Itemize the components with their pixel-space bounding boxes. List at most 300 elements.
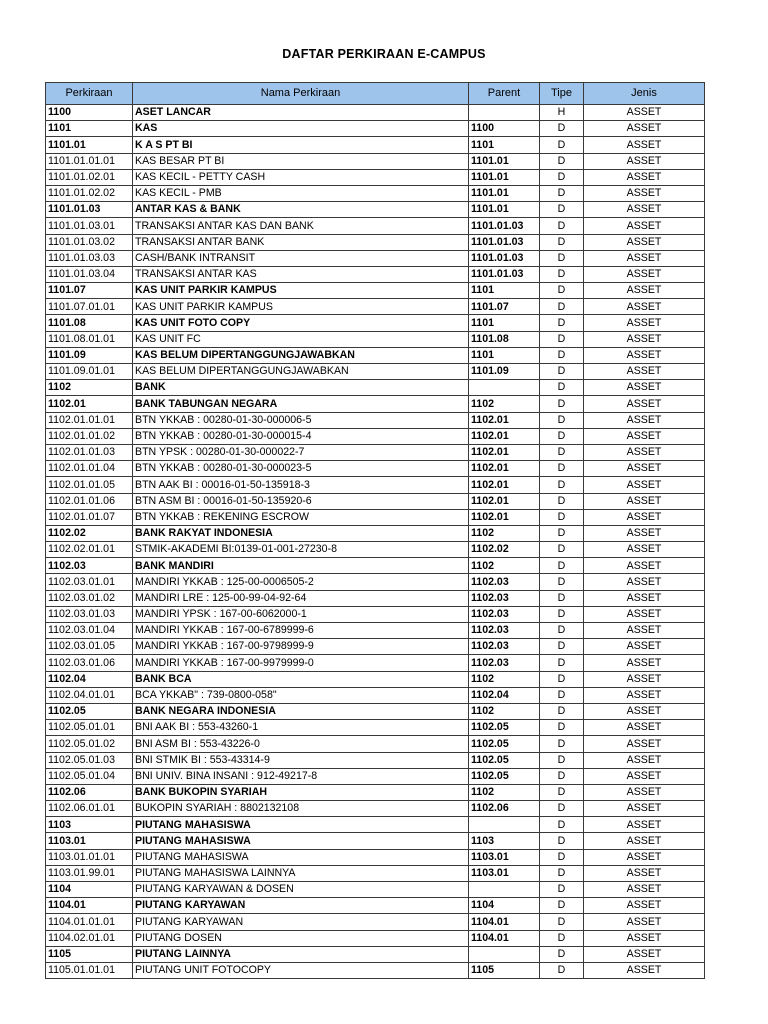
table-row [46,914,705,930]
cell-perkiraan: 1102.05.01.02 [46,736,133,752]
cell-parent: 1101.01 [469,185,540,201]
table-row [46,250,705,266]
cell-nama-perkiraan: PIUTANG UNIT FOTOCOPY [133,962,469,978]
table-row [46,477,705,493]
cell-parent: 1102.01 [469,428,540,444]
cell-nama-perkiraan: MANDIRI YKKAB : 125-00-0006505-2 [133,574,469,590]
cell-nama-perkiraan: PIUTANG DOSEN [133,930,469,946]
cell-parent: 1101.01.03 [469,218,540,234]
cell-jenis: ASSET [584,849,705,865]
cell-parent: 1102.05 [469,752,540,768]
cell-jenis: ASSET [584,169,705,185]
cell-jenis: ASSET [584,137,705,153]
cell-perkiraan: 1102.01.01.03 [46,444,133,460]
cell-nama-perkiraan: STMIK-AKADEMI BI:0139-01-001-27230-8 [133,542,469,558]
table-row [46,946,705,962]
cell-tipe: D [540,121,584,137]
table-row [46,542,705,558]
cell-perkiraan: 1101 [46,121,133,137]
table-row [46,574,705,590]
cell-jenis: ASSET [584,671,705,687]
column-header-tipe: Tipe [540,83,584,105]
cell-perkiraan: 1102.01 [46,396,133,412]
cell-parent: 1104.01 [469,914,540,930]
cell-nama-perkiraan: BANK RAKYAT INDONESIA [133,525,469,541]
cell-perkiraan: 1101.01.02.02 [46,185,133,201]
cell-jenis: ASSET [584,542,705,558]
cell-nama-perkiraan: CASH/BANK INTRANSIT [133,250,469,266]
cell-nama-perkiraan: MANDIRI YPSK : 167-00-6062000-1 [133,606,469,622]
cell-perkiraan: 1101.01.03.03 [46,250,133,266]
table-row [46,509,705,525]
cell-parent: 1102 [469,558,540,574]
cell-jenis: ASSET [584,105,705,121]
cell-perkiraan: 1104.02.01.01 [46,930,133,946]
cell-tipe: D [540,817,584,833]
table-row [46,444,705,460]
cell-tipe: D [540,801,584,817]
cell-nama-perkiraan: KAS KECIL - PETTY CASH [133,169,469,185]
cell-parent: 1105 [469,962,540,978]
cell-parent: 1102.05 [469,720,540,736]
cell-tipe: D [540,380,584,396]
cell-tipe: D [540,428,584,444]
cell-tipe: D [540,768,584,784]
cell-perkiraan: 1102 [46,380,133,396]
cell-parent: 1102.01 [469,477,540,493]
cell-tipe: D [540,525,584,541]
cell-jenis: ASSET [584,639,705,655]
cell-tipe: D [540,364,584,380]
cell-perkiraan: 1105.01.01.01 [46,962,133,978]
table-row [46,898,705,914]
table-row [46,137,705,153]
cell-tipe: D [540,962,584,978]
cell-tipe: D [540,784,584,800]
cell-tipe: D [540,218,584,234]
cell-tipe: D [540,315,584,331]
cell-perkiraan: 1102.01.01.02 [46,428,133,444]
cell-perkiraan: 1102.03.01.04 [46,623,133,639]
table-row [46,671,705,687]
cell-nama-perkiraan: PIUTANG KARYAWAN [133,898,469,914]
cell-parent: 1101.01 [469,202,540,218]
cell-nama-perkiraan: BTN ASM BI : 00016-01-50-135920-6 [133,493,469,509]
table-row [46,865,705,881]
cell-jenis: ASSET [584,720,705,736]
cell-tipe: D [540,833,584,849]
table-row [46,218,705,234]
table-row [46,331,705,347]
table-row [46,347,705,363]
cell-jenis: ASSET [584,590,705,606]
cell-perkiraan: 1101.01 [46,137,133,153]
cell-nama-perkiraan: MANDIRI YKKAB : 167-00-9979999-0 [133,655,469,671]
cell-nama-perkiraan: PIUTANG MAHASISWA [133,817,469,833]
table-row [46,169,705,185]
table-row [46,882,705,898]
table-row [46,752,705,768]
column-header-nama-perkiraan: Nama Perkiraan [133,83,469,105]
cell-nama-perkiraan: KAS BESAR PT BI [133,153,469,169]
cell-parent: 1103.01 [469,849,540,865]
cell-perkiraan: 1104.01.01.01 [46,914,133,930]
cell-perkiraan: 1105 [46,946,133,962]
cell-tipe: H [540,105,584,121]
cell-jenis: ASSET [584,266,705,282]
cell-jenis: ASSET [584,121,705,137]
cell-nama-perkiraan: KAS [133,121,469,137]
cell-perkiraan: 1102.01.01.04 [46,461,133,477]
cell-perkiraan: 1102.01.01.06 [46,493,133,509]
page-title: DAFTAR PERKIRAAN E-CAMPUS [282,47,486,61]
cell-nama-perkiraan: TRANSAKSI ANTAR KAS [133,266,469,282]
cell-tipe: D [540,153,584,169]
table-row [46,687,705,703]
table-row [46,380,705,396]
cell-tipe: D [540,946,584,962]
cell-perkiraan: 1102.02 [46,525,133,541]
cell-parent: 1102.03 [469,606,540,622]
cell-jenis: ASSET [584,833,705,849]
cell-nama-perkiraan: MANDIRI YKKAB : 167-00-6789999-6 [133,623,469,639]
cell-jenis: ASSET [584,380,705,396]
cell-jenis: ASSET [584,283,705,299]
cell-tipe: D [540,461,584,477]
cell-nama-perkiraan: BANK [133,380,469,396]
cell-parent: 1102.01 [469,444,540,460]
cell-nama-perkiraan: TRANSAKSI ANTAR KAS DAN BANK [133,218,469,234]
table-row [46,768,705,784]
cell-nama-perkiraan: BTN YKKAB : 00280-01-30-000006-5 [133,412,469,428]
cell-parent: 1101.08 [469,331,540,347]
cell-tipe: D [540,558,584,574]
cell-nama-perkiraan: BTN YKKAB : REKENING ESCROW [133,509,469,525]
cell-tipe: D [540,574,584,590]
cell-jenis: ASSET [584,558,705,574]
accounts-table [45,82,705,979]
cell-perkiraan: 1101.09 [46,347,133,363]
cell-nama-perkiraan: KAS UNIT PARKIR KAMPUS [133,299,469,315]
cell-tipe: D [540,331,584,347]
column-header-jenis: Jenis [584,83,705,105]
column-header-parent: Parent [469,83,540,105]
cell-tipe: D [540,266,584,282]
cell-perkiraan: 1102.05.01.03 [46,752,133,768]
cell-tipe: D [540,655,584,671]
cell-nama-perkiraan: BANK TABUNGAN NEGARA [133,396,469,412]
cell-nama-perkiraan: PIUTANG MAHASISWA [133,849,469,865]
cell-nama-perkiraan: BNI STMIK BI : 553-43314-9 [133,752,469,768]
cell-perkiraan: 1102.05.01.04 [46,768,133,784]
cell-parent: 1102.03 [469,590,540,606]
cell-tipe: D [540,606,584,622]
cell-parent [469,946,540,962]
cell-tipe: D [540,509,584,525]
table-row [46,396,705,412]
cell-jenis: ASSET [584,509,705,525]
cell-nama-perkiraan: ASET LANCAR [133,105,469,121]
cell-perkiraan: 1101.01.03.02 [46,234,133,250]
cell-jenis: ASSET [584,962,705,978]
cell-tipe: D [540,671,584,687]
table-row [46,185,705,201]
cell-tipe: D [540,299,584,315]
cell-perkiraan: 1100 [46,105,133,121]
table-row [46,736,705,752]
cell-perkiraan: 1102.03.01.05 [46,639,133,655]
cell-tipe: D [540,234,584,250]
cell-tipe: D [540,412,584,428]
cell-nama-perkiraan: BNI ASM BI : 553-43226-0 [133,736,469,752]
cell-tipe: D [540,137,584,153]
cell-parent [469,105,540,121]
cell-perkiraan: 1102.03.01.02 [46,590,133,606]
cell-nama-perkiraan: BANK BUKOPIN SYARIAH [133,784,469,800]
cell-parent: 1101.01 [469,169,540,185]
cell-parent [469,380,540,396]
cell-parent: 1101 [469,347,540,363]
cell-nama-perkiraan: BCA YKKAB" : 739-0800-058" [133,687,469,703]
cell-perkiraan: 1102.06 [46,784,133,800]
cell-jenis: ASSET [584,946,705,962]
cell-nama-perkiraan: BNI UNIV. BINA INSANI : 912-49217-8 [133,768,469,784]
cell-parent: 1102.01 [469,412,540,428]
cell-tipe: D [540,590,584,606]
cell-jenis: ASSET [584,234,705,250]
cell-tipe: D [540,185,584,201]
cell-jenis: ASSET [584,461,705,477]
cell-jenis: ASSET [584,428,705,444]
cell-parent: 1101 [469,315,540,331]
table-row [46,364,705,380]
cell-parent: 1101 [469,283,540,299]
cell-tipe: D [540,283,584,299]
table-row [46,202,705,218]
cell-nama-perkiraan: K A S PT BI [133,137,469,153]
cell-parent: 1102.03 [469,574,540,590]
cell-perkiraan: 1102.03 [46,558,133,574]
cell-nama-perkiraan: PIUTANG MAHASISWA [133,833,469,849]
cell-jenis: ASSET [584,655,705,671]
table-row [46,121,705,137]
cell-jenis: ASSET [584,914,705,930]
table-header-row [46,83,705,105]
cell-tipe: D [540,493,584,509]
cell-jenis: ASSET [584,623,705,639]
table-row [46,801,705,817]
cell-nama-perkiraan: MANDIRI YKKAB : 167-00-9798999-9 [133,639,469,655]
cell-nama-perkiraan: KAS BELUM DIPERTANGGUNGJAWABKAN [133,347,469,363]
table-row [46,283,705,299]
cell-nama-perkiraan: KAS UNIT FC [133,331,469,347]
cell-perkiraan: 1101.08.01.01 [46,331,133,347]
cell-nama-perkiraan: KAS KECIL - PMB [133,185,469,201]
table-row [46,962,705,978]
cell-parent: 1101.01.03 [469,266,540,282]
cell-perkiraan: 1103.01.99.01 [46,865,133,881]
cell-nama-perkiraan: PIUTANG KARYAWAN [133,914,469,930]
cell-parent: 1102 [469,784,540,800]
cell-nama-perkiraan: BTN AAK BI : 00016-01-50-135918-3 [133,477,469,493]
cell-nama-perkiraan: BANK MANDIRI [133,558,469,574]
cell-parent: 1102.01 [469,461,540,477]
cell-nama-perkiraan: BANK NEGARA INDONESIA [133,703,469,719]
cell-nama-perkiraan: PIUTANG LAINNYA [133,946,469,962]
table-row [46,461,705,477]
table-body [46,105,705,979]
table-row [46,703,705,719]
cell-tipe: D [540,930,584,946]
cell-perkiraan: 1104.01 [46,898,133,914]
cell-jenis: ASSET [584,299,705,315]
cell-tipe: D [540,703,584,719]
cell-jenis: ASSET [584,606,705,622]
cell-tipe: D [540,250,584,266]
cell-jenis: ASSET [584,315,705,331]
cell-perkiraan: 1104 [46,882,133,898]
cell-perkiraan: 1102.03.01.06 [46,655,133,671]
cell-nama-perkiraan: PIUTANG KARYAWAN & DOSEN [133,882,469,898]
cell-perkiraan: 1101.01.02.01 [46,169,133,185]
cell-nama-perkiraan: KAS UNIT PARKIR KAMPUS [133,283,469,299]
table-row [46,623,705,639]
cell-tipe: D [540,444,584,460]
cell-nama-perkiraan: TRANSAKSI ANTAR BANK [133,234,469,250]
cell-perkiraan: 1101.07.01.01 [46,299,133,315]
cell-nama-perkiraan: MANDIRI LRE : 125-00-99-04-92-64 [133,590,469,606]
cell-tipe: D [540,720,584,736]
cell-perkiraan: 1101.01.03.01 [46,218,133,234]
cell-parent: 1102.04 [469,687,540,703]
table-row [46,784,705,800]
cell-perkiraan: 1102.03.01.03 [46,606,133,622]
table-row [46,428,705,444]
table-row [46,606,705,622]
cell-tipe: D [540,914,584,930]
cell-nama-perkiraan: KAS UNIT FOTO COPY [133,315,469,331]
cell-jenis: ASSET [584,930,705,946]
cell-perkiraan: 1103.01 [46,833,133,849]
cell-jenis: ASSET [584,396,705,412]
cell-parent: 1100 [469,121,540,137]
table-row [46,315,705,331]
cell-tipe: D [540,849,584,865]
table-row [46,849,705,865]
cell-perkiraan: 1102.04.01.01 [46,687,133,703]
cell-tipe: D [540,882,584,898]
cell-jenis: ASSET [584,574,705,590]
cell-perkiraan: 1102.05.01.01 [46,720,133,736]
cell-tipe: D [540,347,584,363]
cell-parent: 1101.01.03 [469,234,540,250]
cell-jenis: ASSET [584,898,705,914]
cell-jenis: ASSET [584,784,705,800]
cell-parent: 1102.03 [469,655,540,671]
cell-jenis: ASSET [584,347,705,363]
table-row [46,525,705,541]
cell-nama-perkiraan: BNI AAK BI : 553-43260-1 [133,720,469,736]
cell-parent: 1101.01 [469,153,540,169]
table-row [46,720,705,736]
cell-parent: 1102.02 [469,542,540,558]
table-row [46,493,705,509]
cell-parent: 1102.01 [469,493,540,509]
cell-parent [469,817,540,833]
cell-jenis: ASSET [584,412,705,428]
cell-nama-perkiraan: PIUTANG MAHASISWA LAINNYA [133,865,469,881]
cell-tipe: D [540,736,584,752]
table-row [46,833,705,849]
cell-perkiraan: 1102.04 [46,671,133,687]
cell-perkiraan: 1101.08 [46,315,133,331]
cell-parent: 1101.09 [469,364,540,380]
cell-tipe: D [540,202,584,218]
cell-jenis: ASSET [584,218,705,234]
cell-jenis: ASSET [584,202,705,218]
cell-jenis: ASSET [584,185,705,201]
cell-jenis: ASSET [584,703,705,719]
cell-perkiraan: 1101.01.03 [46,202,133,218]
cell-nama-perkiraan: BUKOPIN SYARIAH : 8802132108 [133,801,469,817]
cell-parent [469,882,540,898]
cell-nama-perkiraan: BTN YKKAB : 00280-01-30-000023-5 [133,461,469,477]
cell-perkiraan: 1101.01.01.01 [46,153,133,169]
cell-jenis: ASSET [584,477,705,493]
cell-parent: 1102 [469,396,540,412]
cell-nama-perkiraan: BTN YPSK : 00280-01-30-000022-7 [133,444,469,460]
table-row [46,412,705,428]
cell-parent: 1102.05 [469,768,540,784]
cell-tipe: D [540,752,584,768]
cell-parent: 1102.06 [469,801,540,817]
cell-parent: 1102.05 [469,736,540,752]
cell-perkiraan: 1102.05 [46,703,133,719]
cell-tipe: D [540,898,584,914]
cell-perkiraan: 1102.03.01.01 [46,574,133,590]
cell-tipe: D [540,639,584,655]
cell-jenis: ASSET [584,525,705,541]
cell-perkiraan: 1103.01.01.01 [46,849,133,865]
cell-perkiraan: 1101.07 [46,283,133,299]
cell-jenis: ASSET [584,752,705,768]
cell-parent: 1102 [469,703,540,719]
table-row [46,655,705,671]
cell-tipe: D [540,687,584,703]
table-row [46,930,705,946]
cell-nama-perkiraan: BANK BCA [133,671,469,687]
cell-parent: 1101.07 [469,299,540,315]
cell-tipe: D [540,865,584,881]
cell-jenis: ASSET [584,493,705,509]
cell-jenis: ASSET [584,736,705,752]
table-row [46,266,705,282]
cell-jenis: ASSET [584,153,705,169]
cell-parent: 1102.03 [469,639,540,655]
cell-nama-perkiraan: ANTAR KAS & BANK [133,202,469,218]
cell-parent: 1102 [469,671,540,687]
table-row [46,558,705,574]
cell-tipe: D [540,169,584,185]
cell-parent: 1102.01 [469,509,540,525]
cell-jenis: ASSET [584,865,705,881]
cell-parent: 1102.03 [469,623,540,639]
column-header-perkiraan: Perkiraan [46,83,133,105]
cell-jenis: ASSET [584,817,705,833]
cell-perkiraan: 1103 [46,817,133,833]
cell-jenis: ASSET [584,882,705,898]
cell-tipe: D [540,623,584,639]
